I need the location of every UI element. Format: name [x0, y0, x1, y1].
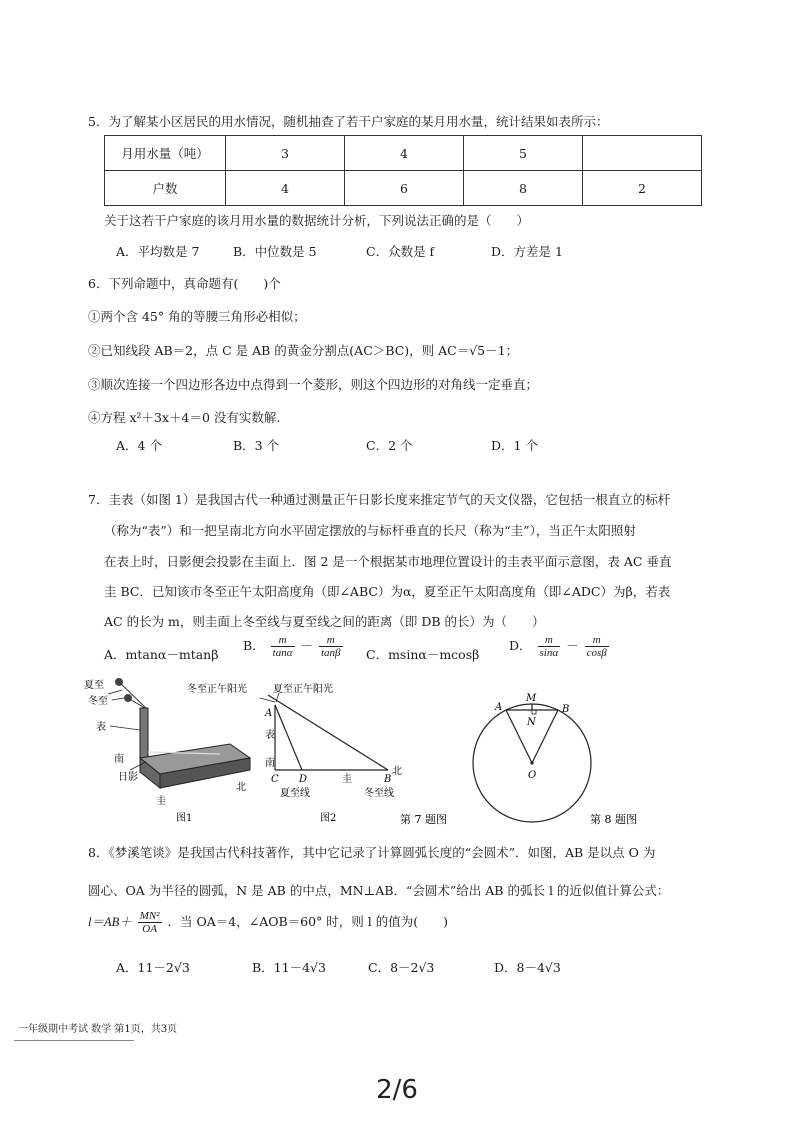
table-cell: 8	[464, 171, 583, 206]
option-label: D．	[509, 638, 532, 653]
fraction: $\frac{m}{\tan\alpha}$	[272, 634, 293, 659]
q5-option-b: B．中位数是 5	[233, 244, 317, 259]
water-usage-table	[104, 135, 702, 206]
q6-item-2: ②已知线段 AB＝2，点 C 是 AB 的黄金分割点(AC＞BC)，则 AC＝√5－1；	[88, 343, 519, 358]
q8-option-b: B．11－4√3	[252, 960, 326, 975]
q6-stem: 6．下列命题中，真命题有( )个	[88, 276, 281, 291]
fig1-summer-label: 夏至	[84, 680, 104, 691]
q8-line-1: 8．《梦溪笔谈》是我国古代科技著作，其中它记录了计算圆弧长度的“会圆术”．如图，AB 是以点 O 为	[88, 845, 656, 860]
fig7-caption: 第 7 题图	[400, 813, 447, 826]
fig2-winter-line-label: 冬至线	[364, 788, 394, 799]
fig2-summer-line-label: 夏至线	[280, 788, 310, 799]
fig8-point-o: O	[528, 770, 537, 781]
table-cell: 2	[583, 171, 702, 206]
q7-line-1: 7．圭表（如图 1）是我国古代一种通过测量正午日影长度来推定节气的天文仪器，它包括一根直立的标杆	[88, 492, 671, 507]
q6-option-a: A．4 个	[116, 438, 162, 453]
q6-item-1: ①两个含 45° 角的等腰三角形必相似；	[88, 309, 306, 324]
q7-option-c: C．msinα－mcosβ	[366, 647, 480, 662]
q5-option-a: A．平均数是 7	[116, 244, 200, 259]
fig8-point-m: M	[526, 693, 537, 704]
fig2-south-label: 南	[265, 758, 275, 769]
segment-ad	[275, 705, 302, 770]
fig2-biao-label: 表	[265, 730, 275, 741]
formula-right: ．当 OA＝4，∠AOB＝60° 时，则 l 的值为( )	[167, 914, 448, 929]
fig1-south-label: 南	[114, 754, 124, 765]
q7-line-4: 圭 BC．已知该市冬至正午太阳高度角（即∠ABC）为α，夏至正午太阳高度角（即∠ADC）为β，若表	[104, 584, 671, 599]
page-indicator: 2/6	[376, 1075, 418, 1105]
q5-option-d: D．方差是 1	[491, 244, 563, 259]
q5-option-c: C．众数是 f	[366, 244, 435, 259]
q7-line-3: 在表上时，日影便会投影在圭面上．图 2 是一个根据某市地理位置设计的圭表平面示意图，表 AC 垂直	[104, 554, 672, 569]
footer-divider	[14, 1040, 134, 1041]
q6-item-4: ④方程 x²＋3x＋4＝0 没有实数解.	[88, 410, 281, 425]
table-cell: 4	[226, 171, 345, 206]
fig2-winter-light-label: 冬至正午阳光	[187, 684, 247, 695]
table-cell: 月用水量（吨）	[105, 136, 226, 171]
table-row	[105, 171, 702, 206]
figures-panel	[80, 670, 720, 830]
q8-option-d: D．8－4√3	[494, 960, 561, 975]
page-footer: 一年级期中考试 数学 第1页，共3页	[18, 1024, 178, 1035]
fraction: $\frac{m}{\tan\beta}$	[321, 634, 341, 659]
fig2-point-b: B	[384, 774, 392, 785]
q8-formula	[88, 910, 448, 935]
fig8-caption: 第 8 题图	[590, 813, 637, 826]
fig2-point-d: D	[299, 774, 308, 785]
fig2-point-a: A	[265, 708, 273, 719]
fig2-point-c: C	[271, 774, 279, 785]
q6-option-b: B．3 个	[233, 438, 280, 453]
fig8-point-b: B	[562, 704, 570, 715]
q8-line-2: 圆心、OA 为半径的圆弧，N 是 AB 的中点，MN⊥AB．“会圆术”给出 AB 的弧长 l 的近似值计算公式：	[88, 883, 670, 898]
fig2-summer-light-label: 夏至正午阳光	[273, 684, 333, 695]
q7-option-a: A．mtanα－mtanβ	[104, 647, 219, 662]
radius-ob	[532, 710, 558, 763]
q8-option-a: A．11－2√3	[116, 960, 190, 975]
fig1-shadow-label: 日影	[118, 772, 138, 783]
fraction: $\frac{m}{\cos\beta}$	[586, 634, 607, 659]
fig2-gui-label: 圭	[342, 774, 352, 785]
fraction: $\frac{m}{\sin\alpha}$	[539, 634, 559, 659]
fig1-winter-label: 冬至	[88, 696, 108, 707]
table-cell: 户数	[105, 171, 226, 206]
table-cell: 5	[464, 136, 583, 171]
q6-option-d: D．1 个	[491, 438, 538, 453]
table-cell: 6	[345, 171, 464, 206]
fig1-caption: 图1	[176, 813, 193, 824]
option-label: B．	[243, 638, 265, 653]
figure-1	[84, 678, 250, 824]
fig8-point-a: A	[495, 702, 503, 713]
fraction: $\frac{\text{MN²}}{OA}$	[139, 910, 160, 935]
q5-stem: 5．为了解某小区居民的用水情况，随机抽查了若干户家庭的某月用水量，统计结果如表所示：	[88, 114, 609, 129]
fig1-north-label: 北	[236, 782, 246, 793]
q8-option-c: C．8－2√3	[368, 960, 435, 975]
q7-option-b: B． $\frac{m}{\tan\alpha}$ － $\frac{m}{\tan\beta}$	[243, 634, 341, 659]
table-cell: 4	[345, 136, 464, 171]
q6-option-c: C．2 个	[366, 438, 413, 453]
gnomon-pole	[140, 708, 148, 760]
table-cell	[583, 136, 702, 171]
fig8-point-n: N	[527, 717, 536, 728]
fig2-caption: 图2	[320, 813, 337, 824]
figure-8	[473, 693, 591, 822]
q7-line-5: AC 的长为 m，则圭面上冬至线与夏至线之间的距离（即 DB 的长）为（ ）	[104, 614, 545, 629]
fig2-north-label: 北	[392, 766, 402, 777]
formula-left: l＝AB＋	[88, 915, 132, 929]
q7-line-2: （称为“表”）和一把呈南北方向水平固定摆放的与标杆垂直的长尺（称为“圭”），当正午太阳照射	[104, 523, 636, 538]
table-row	[105, 136, 702, 171]
q5-question: 关于这若干户家庭的该月用水量的数据统计分析，下列说法正确的是（ ）	[104, 213, 530, 228]
q7-option-d: D． $\frac{m}{\sin\alpha}$ － $\frac{m}{\cos\beta}$	[509, 634, 607, 659]
table-cell: 3	[226, 136, 345, 171]
fig1-biao-label: 表	[96, 722, 106, 733]
fig1-gui-label: 圭	[156, 796, 166, 807]
q6-item-3: ③顺次连接一个四边形各边中点得到一个菱形，则这个四边形的对角线一定垂直；	[88, 377, 539, 392]
